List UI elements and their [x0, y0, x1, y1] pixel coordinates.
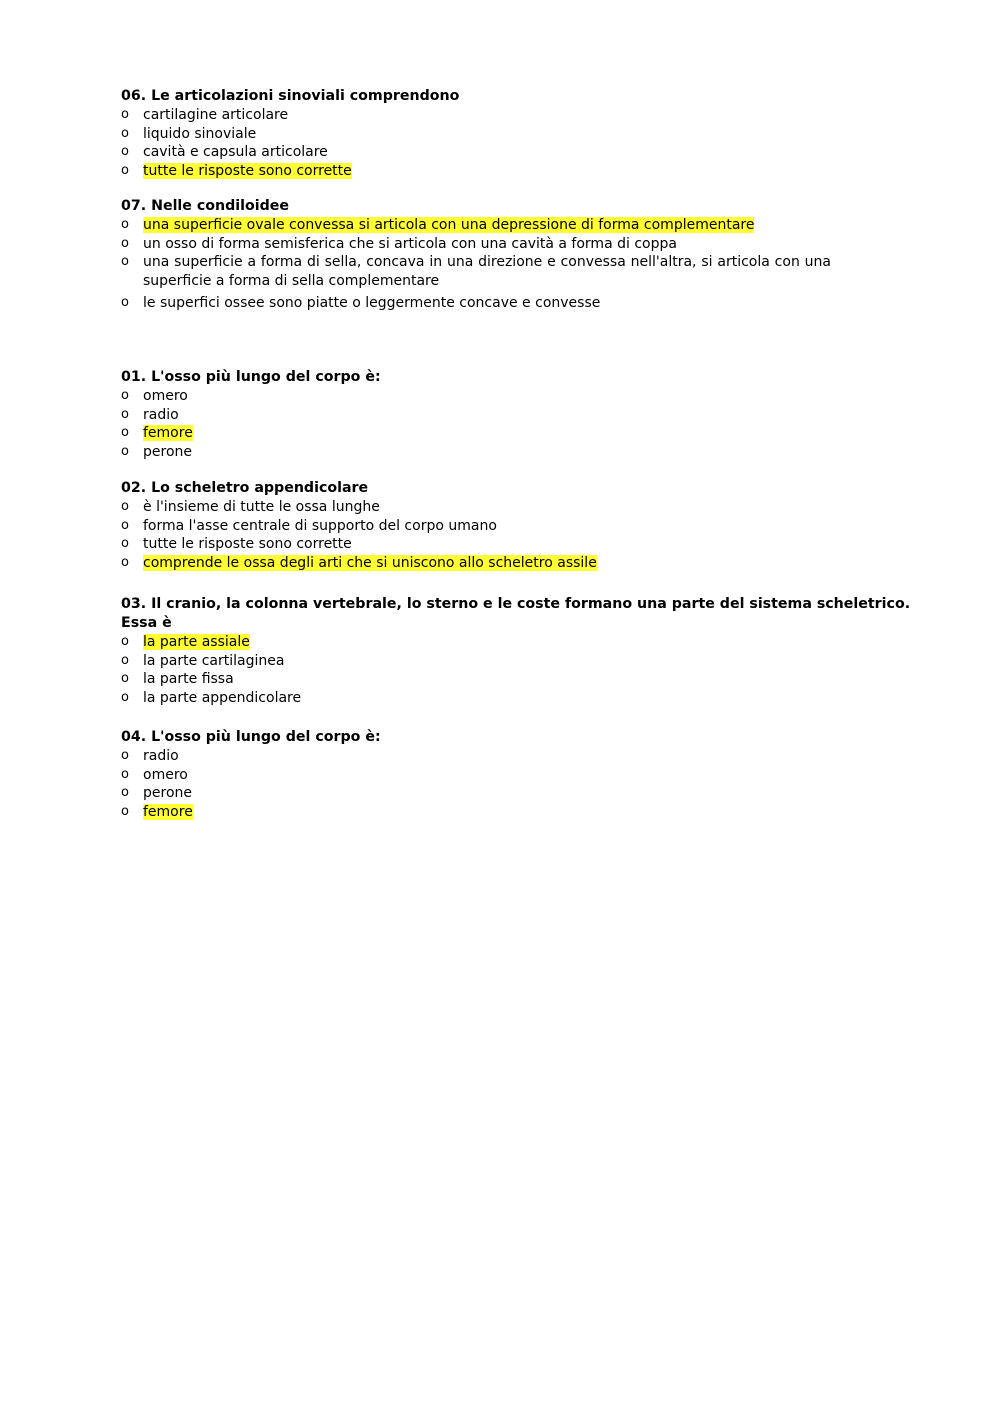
options-list	[121, 747, 881, 821]
option-item	[121, 670, 831, 689]
bullet-icon: o	[121, 652, 129, 668]
bullet-icon: o	[121, 785, 129, 801]
options-list	[121, 498, 881, 572]
bullet-icon: o	[121, 689, 129, 705]
bullet-icon: o	[121, 162, 129, 178]
options-list	[121, 387, 881, 461]
bullet-icon: o	[121, 443, 129, 459]
bullet-icon: o	[121, 217, 129, 232]
option-item-correct	[121, 633, 831, 652]
bullet-icon: o	[121, 388, 129, 403]
option-item	[121, 443, 831, 462]
option-text: la parte cartilaginea	[143, 652, 285, 669]
option-text-highlighted: una superficie ovale convessa si articola con una depressione di forma complementare	[143, 217, 755, 233]
option-text: forma l'asse centrale di supporto del corpo umano	[143, 517, 497, 534]
options-list	[121, 633, 921, 707]
option-item	[121, 498, 831, 517]
bullet-icon: o	[121, 499, 129, 514]
option-item	[121, 784, 831, 803]
option-text: perone	[143, 443, 192, 460]
option-item	[121, 294, 831, 313]
bullet-icon: o	[121, 425, 129, 441]
option-text: radio	[143, 406, 179, 423]
option-text-highlighted: tutte le risposte sono corrette	[143, 162, 352, 179]
bullet-icon: o	[121, 634, 129, 649]
option-item-correct	[121, 216, 831, 235]
option-text-highlighted: femore	[143, 803, 193, 820]
option-text: perone	[143, 785, 192, 802]
option-text: cavità e capsula articolare	[143, 144, 328, 161]
question-03	[121, 595, 921, 707]
bullet-icon: o	[121, 125, 129, 141]
option-item	[121, 106, 831, 125]
options-list	[121, 216, 881, 313]
bullet-icon: o	[121, 517, 129, 533]
bullet-icon: o	[121, 803, 129, 819]
option-text-highlighted: la parte assiale	[143, 634, 250, 650]
option-item	[121, 253, 831, 290]
option-text: omero	[143, 388, 188, 404]
bullet-icon: o	[121, 536, 129, 552]
bullet-icon: o	[121, 671, 129, 687]
option-text: la parte fissa	[143, 671, 234, 688]
option-item	[121, 747, 831, 766]
option-text: una superficie a forma di sella, concava in una direzione e convessa nell'altra, si articola con una superficie a forma di sella complementare	[143, 254, 831, 289]
option-item-correct	[121, 424, 831, 443]
bullet-icon: o	[121, 406, 129, 422]
options-list	[121, 106, 881, 180]
option-item-correct	[121, 803, 831, 822]
question-title: 01. L'osso più lungo del corpo è:	[121, 369, 381, 385]
question-title: 07. Nelle condiloidee	[121, 198, 290, 214]
option-text: è l'insieme di tutte le ossa lunghe	[143, 499, 380, 515]
option-item	[121, 517, 831, 536]
option-item-correct	[121, 554, 831, 573]
option-text: liquido sinoviale	[143, 125, 257, 142]
option-item	[121, 235, 831, 254]
bullet-icon: o	[121, 766, 129, 782]
option-text-highlighted: femore	[143, 425, 193, 442]
bullet-icon: o	[121, 554, 129, 570]
question-title: 03. Il cranio, la colonna vertebrale, lo sterno e le coste formano una parte del sistema scheletrico. Essa è	[121, 596, 911, 631]
bullet-icon: o	[121, 107, 129, 122]
option-item	[121, 652, 831, 671]
option-item	[121, 387, 831, 406]
question-07	[121, 197, 881, 313]
question-01	[121, 368, 881, 461]
option-item	[121, 406, 831, 425]
question-title: 06. Le articolazioni sinoviali comprendono	[121, 88, 460, 104]
question-06	[121, 87, 881, 180]
option-item-correct	[121, 162, 831, 181]
bullet-icon: o	[121, 235, 129, 251]
question-02	[121, 479, 881, 572]
question-title: 04. L'osso più lungo del corpo è:	[121, 729, 381, 745]
bullet-icon: o	[121, 144, 129, 160]
question-04	[121, 728, 881, 821]
bullet-icon: o	[121, 748, 129, 763]
option-text: radio	[143, 748, 179, 764]
option-text: tutte le risposte sono corrette	[143, 536, 352, 553]
option-text: omero	[143, 766, 188, 783]
option-text-highlighted: comprende le ossa degli arti che si uniscono allo scheletro assile	[143, 554, 597, 571]
option-text: cartilagine articolare	[143, 107, 289, 123]
option-item	[121, 143, 831, 162]
option-item	[121, 689, 831, 708]
option-item	[121, 535, 831, 554]
option-text: la parte appendicolare	[143, 689, 302, 706]
option-text: le superfici ossee sono piatte o leggermente concave e convesse	[143, 295, 601, 312]
option-text: un osso di forma semisferica che si articola con una cavità a forma di coppa	[143, 235, 677, 252]
bullet-icon: o	[121, 254, 129, 270]
option-item	[121, 125, 831, 144]
bullet-icon: o	[121, 295, 129, 311]
question-title: 02. Lo scheletro appendicolare	[121, 480, 369, 496]
option-item	[121, 766, 831, 785]
